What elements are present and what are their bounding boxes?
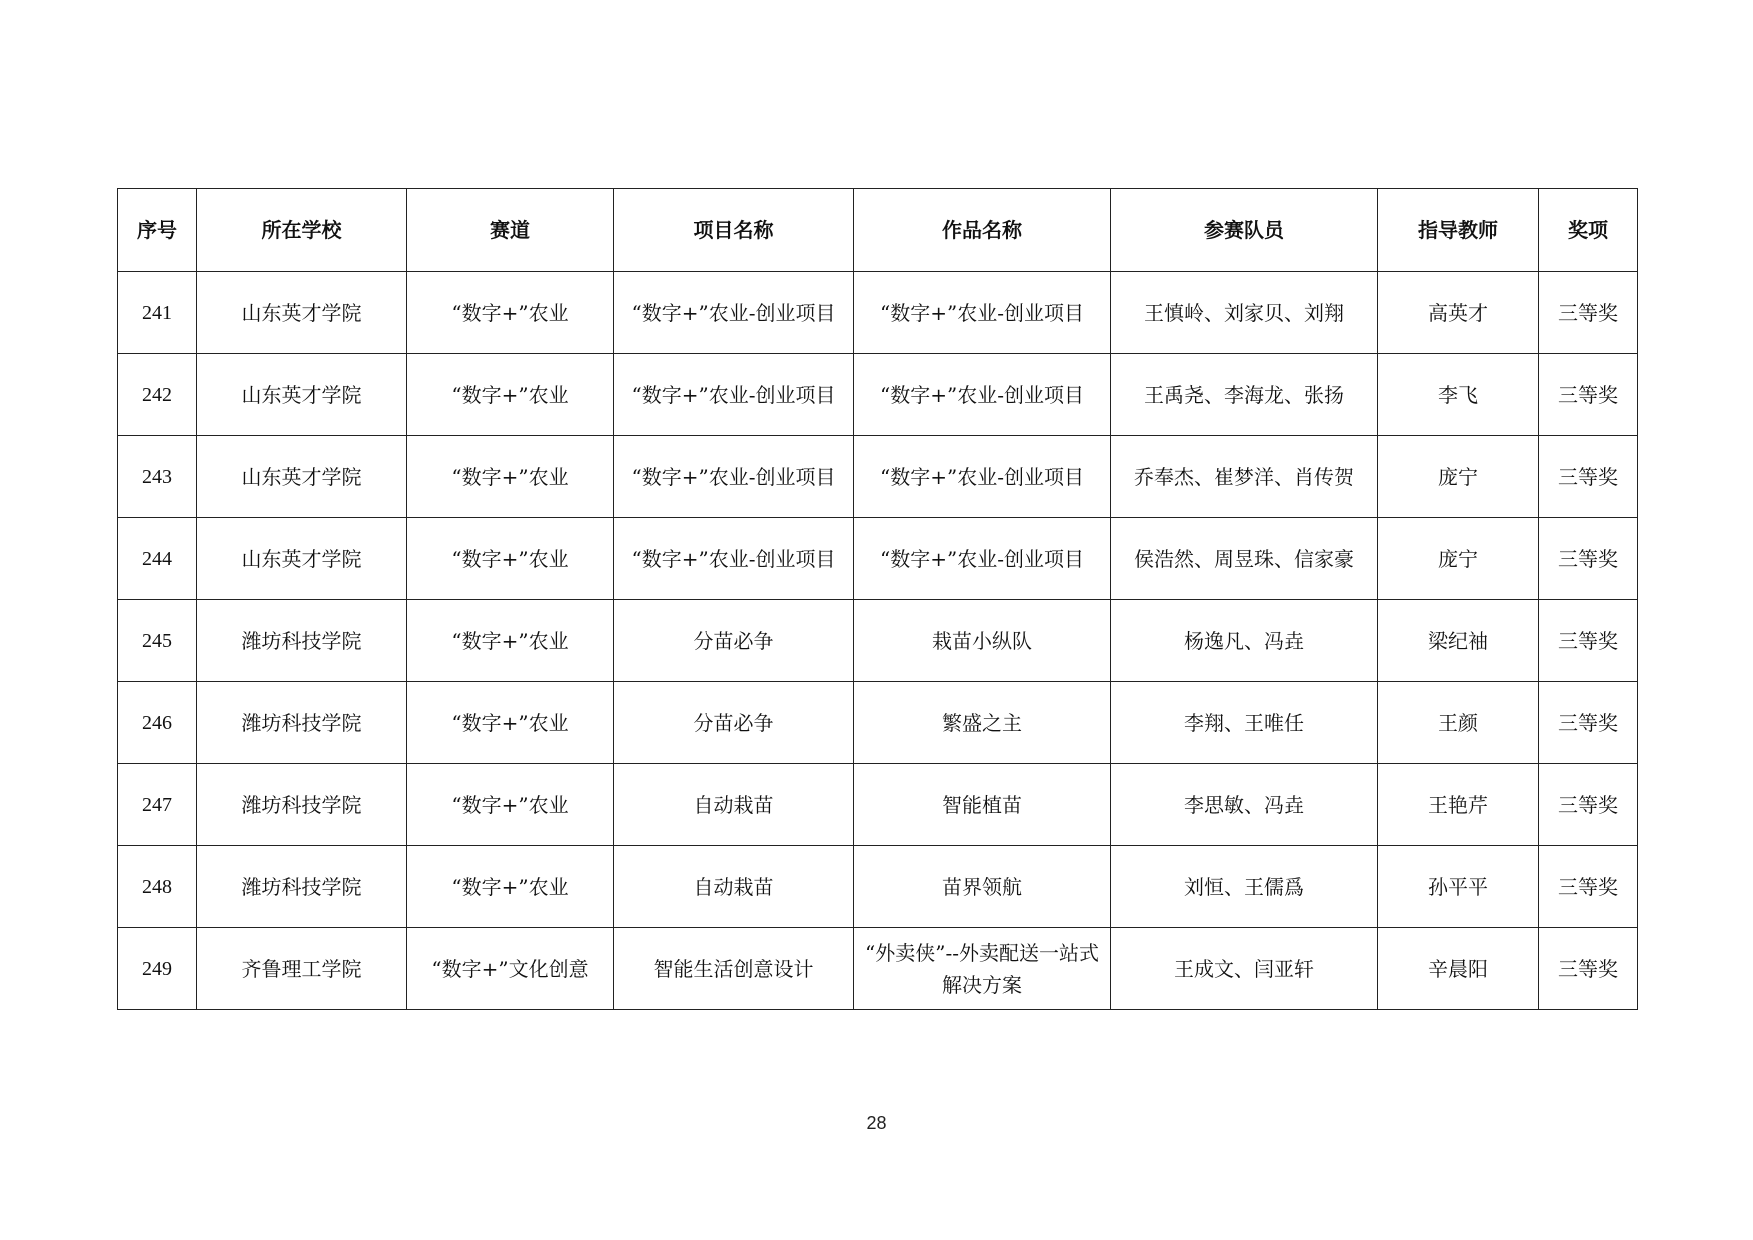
table-row [118, 600, 1638, 682]
header-cell-members: 参赛队员 [1111, 189, 1378, 272]
cell-project: 分苗必争 [614, 600, 854, 682]
cell-track: “数字+”农业 [407, 354, 614, 436]
cell-members: 王禹尧、李海龙、张扬 [1111, 354, 1378, 436]
header-cell-work: 作品名称 [854, 189, 1111, 272]
cell-project: 自动栽苗 [614, 764, 854, 846]
cell-advisor: 王颜 [1378, 682, 1539, 764]
cell-project: “数字+”农业-创业项目 [614, 354, 854, 436]
cell-members: 李思敏、冯垚 [1111, 764, 1378, 846]
cell-school: 齐鲁理工学院 [197, 928, 407, 1010]
page-number: 28 [866, 1113, 887, 1133]
cell-work: “数字+”农业-创业项目 [854, 354, 1111, 436]
cell-project: “数字+”农业-创业项目 [614, 272, 854, 354]
cell-track: “数字+”文化创意 [407, 928, 614, 1010]
header-cell-index: 序号 [118, 189, 197, 272]
cell-school: 山东英才学院 [197, 518, 407, 600]
cell-members: 王慎岭、刘家贝、刘翔 [1111, 272, 1378, 354]
cell-project: 智能生活创意设计 [614, 928, 854, 1010]
cell-advisor: 辛晨阳 [1378, 928, 1539, 1010]
cell-work: 智能植苗 [854, 764, 1111, 846]
cell-members: 杨逸凡、冯垚 [1111, 600, 1378, 682]
header-cell-school: 所在学校 [197, 189, 407, 272]
cell-track: “数字+”农业 [407, 764, 614, 846]
cell-members: 乔奉杰、崔梦洋、肖传贺 [1111, 436, 1378, 518]
cell-track: “数字+”农业 [407, 518, 614, 600]
cell-award: 三等奖 [1539, 928, 1638, 1010]
cell-award: 三等奖 [1539, 354, 1638, 436]
cell-index: 247 [118, 764, 197, 846]
header-cell-track: 赛道 [407, 189, 614, 272]
cell-advisor: 李飞 [1378, 354, 1539, 436]
cell-project: “数字+”农业-创业项目 [614, 436, 854, 518]
cell-members: 王成文、闫亚轩 [1111, 928, 1378, 1010]
table-row [118, 518, 1638, 600]
cell-track: “数字+”农业 [407, 682, 614, 764]
cell-index: 241 [118, 272, 197, 354]
header-cell-project: 项目名称 [614, 189, 854, 272]
cell-school: 潍坊科技学院 [197, 764, 407, 846]
cell-advisor: 高英才 [1378, 272, 1539, 354]
cell-award: 三等奖 [1539, 764, 1638, 846]
cell-index: 242 [118, 354, 197, 436]
cell-work: 苗界领航 [854, 846, 1111, 928]
header-cell-award: 奖项 [1539, 189, 1638, 272]
cell-advisor: 梁纪袖 [1378, 600, 1539, 682]
table-row [118, 436, 1638, 518]
cell-track: “数字+”农业 [407, 846, 614, 928]
cell-award: 三等奖 [1539, 682, 1638, 764]
cell-award: 三等奖 [1539, 846, 1638, 928]
cell-track: “数字+”农业 [407, 272, 614, 354]
cell-index: 244 [118, 518, 197, 600]
cell-members: 侯浩然、周昱珠、信家豪 [1111, 518, 1378, 600]
table-row [118, 354, 1638, 436]
awards-table [117, 188, 1638, 1010]
table-row [118, 682, 1638, 764]
cell-work: “数字+”农业-创业项目 [854, 436, 1111, 518]
cell-index: 245 [118, 600, 197, 682]
cell-school: 山东英才学院 [197, 354, 407, 436]
cell-members: 李翔、王唯任 [1111, 682, 1378, 764]
cell-work: “数字+”农业-创业项目 [854, 272, 1111, 354]
cell-work: “数字+”农业-创业项目 [854, 518, 1111, 600]
cell-advisor: 孙平平 [1378, 846, 1539, 928]
cell-index: 243 [118, 436, 197, 518]
cell-work: 栽苗小纵队 [854, 600, 1111, 682]
cell-track: “数字+”农业 [407, 600, 614, 682]
cell-work: “外卖侠”--外卖配送一站式解决方案 [854, 928, 1111, 1010]
cell-award: 三等奖 [1539, 600, 1638, 682]
cell-track: “数字+”农业 [407, 436, 614, 518]
cell-award: 三等奖 [1539, 272, 1638, 354]
cell-award: 三等奖 [1539, 518, 1638, 600]
cell-advisor: 王艳芹 [1378, 764, 1539, 846]
cell-advisor: 庞宁 [1378, 436, 1539, 518]
cell-school: 山东英才学院 [197, 272, 407, 354]
table-row [118, 846, 1638, 928]
cell-index: 248 [118, 846, 197, 928]
cell-school: 潍坊科技学院 [197, 682, 407, 764]
cell-advisor: 庞宁 [1378, 518, 1539, 600]
table-row [118, 764, 1638, 846]
cell-work: 繁盛之主 [854, 682, 1111, 764]
cell-project: “数字+”农业-创业项目 [614, 518, 854, 600]
cell-award: 三等奖 [1539, 436, 1638, 518]
cell-index: 246 [118, 682, 197, 764]
cell-school: 潍坊科技学院 [197, 600, 407, 682]
cell-project: 自动栽苗 [614, 846, 854, 928]
cell-project: 分苗必争 [614, 682, 854, 764]
header-cell-advisor: 指导教师 [1378, 189, 1539, 272]
table-header-row [118, 189, 1638, 272]
cell-school: 潍坊科技学院 [197, 846, 407, 928]
cell-index: 249 [118, 928, 197, 1010]
table-row [118, 272, 1638, 354]
cell-members: 刘恒、王儒爲 [1111, 846, 1378, 928]
cell-school: 山东英才学院 [197, 436, 407, 518]
table-row [118, 928, 1638, 1010]
